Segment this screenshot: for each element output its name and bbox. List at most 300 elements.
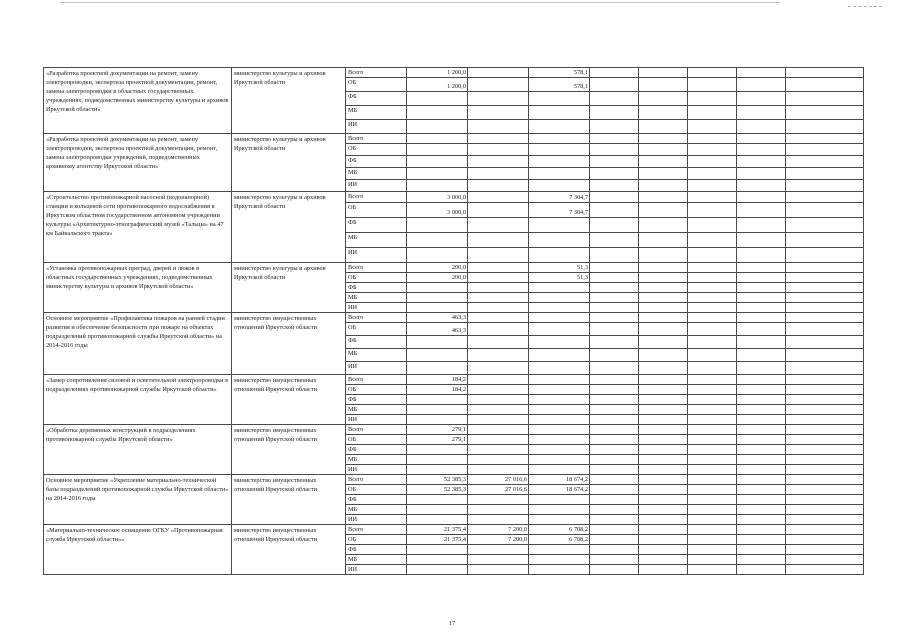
empty-cell (786, 455, 864, 465)
empty-cell (590, 313, 639, 323)
empty-cell (786, 203, 864, 218)
empty-cell (688, 106, 737, 120)
funding-amount-cell (407, 134, 468, 144)
table-row (44, 475, 864, 485)
funding-amount-cell (407, 156, 468, 168)
empty-cell (639, 203, 688, 218)
empty-cell (737, 283, 786, 293)
funding-source-cell: Всего (346, 68, 407, 78)
empty-cell (590, 293, 639, 303)
empty-cell (688, 349, 737, 362)
funding-amount-cell (407, 349, 468, 362)
funding-amount-cell (529, 425, 590, 435)
table-row (44, 68, 864, 78)
empty-cell (737, 192, 786, 203)
funding-source-cell: ИИ (346, 415, 407, 425)
funding-source-cell: ФБ (346, 545, 407, 555)
empty-cell (737, 362, 786, 375)
funding-amount-cell (468, 395, 529, 405)
funding-amount-cell (529, 233, 590, 248)
empty-cell (590, 535, 639, 545)
empty-cell (786, 395, 864, 405)
empty-cell (688, 445, 737, 455)
funding-amount-cell (529, 168, 590, 180)
empty-cell (786, 323, 864, 336)
page-number: 17 (448, 620, 456, 627)
empty-cell (786, 535, 864, 545)
activity-name-cell: «Разработка проектной документации на ремонт, замену электропроводки, экспертиза проектной документации, ремонт, замена электропроводки учреждений, подведомственных архивному агентству Иркутской области» (44, 134, 232, 192)
funding-amount-cell (407, 336, 468, 349)
empty-cell (737, 92, 786, 106)
empty-cell (737, 144, 786, 156)
funding-source-cell: Всего (346, 313, 407, 323)
empty-cell (786, 505, 864, 515)
funding-amount-cell (529, 395, 590, 405)
empty-cell (737, 303, 786, 313)
funding-source-cell: Всего (346, 525, 407, 535)
funding-amount-cell (468, 134, 529, 144)
activity-name-cell: «Установка противопожарных преград, дверей и люков в областных государственных учреждениях, подведомственных министерству культуры и архивов Иркутской области» (44, 263, 232, 313)
funding-source-cell: Всего (346, 425, 407, 435)
empty-cell (590, 349, 639, 362)
funding-amount-cell: 51,3 (529, 273, 590, 283)
funding-source-cell: ОБ (346, 323, 407, 336)
empty-cell (688, 415, 737, 425)
empty-cell (639, 405, 688, 415)
funding-amount-cell (529, 405, 590, 415)
executor-cell: министерство культуры и архивов Иркутской области (232, 68, 346, 134)
empty-cell (688, 263, 737, 273)
scan-edge-line (60, 2, 780, 3)
executor-cell: министерство культуры и архивов Иркутской области (232, 192, 346, 263)
funding-amount-cell (529, 156, 590, 168)
funding-amount-cell (407, 362, 468, 375)
empty-cell (590, 68, 639, 78)
funding-amount-cell (468, 349, 529, 362)
funding-amount-cell: 52 385,3 (407, 485, 468, 495)
funding-source-cell: ИИ (346, 180, 407, 192)
funding-source-cell: ОБ (346, 385, 407, 395)
funding-source-cell: Всего (346, 263, 407, 273)
empty-cell (737, 203, 786, 218)
funding-amount-cell (529, 375, 590, 385)
empty-cell (639, 395, 688, 405)
empty-cell (786, 78, 864, 92)
empty-cell (688, 303, 737, 313)
empty-cell (590, 78, 639, 92)
empty-cell (590, 445, 639, 455)
funding-amount-cell: 52 385,3 (407, 475, 468, 485)
funding-source-cell: МБ (346, 293, 407, 303)
executor-cell: министерство культуры и архивов Иркутской области (232, 134, 346, 192)
empty-cell (639, 156, 688, 168)
empty-cell (737, 156, 786, 168)
funding-source-cell: Всего (346, 475, 407, 485)
empty-cell (590, 336, 639, 349)
empty-cell (590, 92, 639, 106)
empty-cell (737, 565, 786, 575)
funding-amount-cell: 463,3 (407, 323, 468, 336)
empty-cell (786, 555, 864, 565)
empty-cell (639, 349, 688, 362)
empty-cell (639, 565, 688, 575)
empty-cell (786, 106, 864, 120)
empty-cell (786, 120, 864, 134)
empty-cell (688, 535, 737, 545)
executor-cell: министерство имущественных отношений Иркутской области (232, 375, 346, 425)
funding-amount-cell (468, 415, 529, 425)
funding-amount-cell: 200,0 (407, 273, 468, 283)
empty-cell (688, 68, 737, 78)
empty-cell (688, 273, 737, 283)
funding-amount-cell: 27 016,6 (468, 485, 529, 495)
funding-source-cell: ФБ (346, 283, 407, 293)
empty-cell (590, 485, 639, 495)
empty-cell (688, 180, 737, 192)
empty-cell (590, 283, 639, 293)
empty-cell (688, 120, 737, 134)
empty-cell (786, 233, 864, 248)
empty-cell (590, 565, 639, 575)
empty-cell (639, 303, 688, 313)
funding-source-cell: ИИ (346, 303, 407, 313)
empty-cell (737, 515, 786, 525)
empty-cell (737, 545, 786, 555)
empty-cell (688, 78, 737, 92)
empty-cell (688, 525, 737, 535)
funding-amount-cell (468, 156, 529, 168)
funding-amount-cell: 1 200,0 (407, 78, 468, 92)
funding-source-cell: МБ (346, 505, 407, 515)
funding-amount-cell (407, 120, 468, 134)
empty-cell (688, 144, 737, 156)
empty-cell (737, 455, 786, 465)
funding-amount-cell (468, 180, 529, 192)
empty-cell (590, 120, 639, 134)
funding-amount-cell (468, 515, 529, 525)
empty-cell (590, 203, 639, 218)
funding-amount-cell: 463,3 (407, 313, 468, 323)
funding-source-cell: МБ (346, 455, 407, 465)
empty-cell (786, 168, 864, 180)
empty-cell (737, 495, 786, 505)
empty-cell (737, 323, 786, 336)
funding-amount-cell: 578,1 (529, 78, 590, 92)
funding-source-cell: ФБ (346, 445, 407, 455)
funding-amount-cell: 184,2 (407, 375, 468, 385)
funding-amount-cell (407, 144, 468, 156)
empty-cell (737, 263, 786, 273)
empty-cell (737, 395, 786, 405)
empty-cell (786, 273, 864, 283)
funding-source-cell: МБ (346, 349, 407, 362)
funding-source-cell: ИИ (346, 120, 407, 134)
empty-cell (688, 168, 737, 180)
funding-amount-cell (529, 385, 590, 395)
funding-amount-cell (529, 283, 590, 293)
funding-source-cell: МБ (346, 168, 407, 180)
funding-amount-cell (407, 168, 468, 180)
empty-cell (737, 273, 786, 283)
empty-cell (639, 106, 688, 120)
empty-cell (737, 293, 786, 303)
empty-cell (688, 92, 737, 106)
empty-cell (639, 273, 688, 283)
funding-amount-cell (468, 435, 529, 445)
empty-cell (786, 465, 864, 475)
empty-cell (688, 505, 737, 515)
empty-cell (737, 68, 786, 78)
empty-cell (590, 505, 639, 515)
funding-amount-cell (468, 248, 529, 263)
empty-cell (639, 362, 688, 375)
empty-cell (786, 156, 864, 168)
funding-source-cell: ФБ (346, 495, 407, 505)
empty-cell (590, 515, 639, 525)
empty-cell (639, 465, 688, 475)
empty-cell (737, 465, 786, 475)
empty-cell (737, 78, 786, 92)
funding-amount-cell (468, 465, 529, 475)
table-row (44, 263, 864, 273)
executor-cell: министерство имущественных отношений Иркутской области (232, 475, 346, 525)
funding-amount-cell (529, 545, 590, 555)
funding-amount-cell (529, 465, 590, 475)
funding-amount-cell (407, 515, 468, 525)
funding-amount-cell (529, 180, 590, 192)
empty-cell (786, 336, 864, 349)
funding-amount-cell (468, 385, 529, 395)
funding-amount-cell (468, 336, 529, 349)
empty-cell (688, 375, 737, 385)
funding-amount-cell (529, 415, 590, 425)
empty-cell (688, 555, 737, 565)
empty-cell (786, 92, 864, 106)
funding-source-cell: Всего (346, 375, 407, 385)
empty-cell (688, 405, 737, 415)
funding-amount-cell (529, 435, 590, 445)
empty-cell (786, 515, 864, 525)
empty-cell (590, 233, 639, 248)
empty-cell (737, 485, 786, 495)
funding-amount-cell (407, 233, 468, 248)
empty-cell (688, 425, 737, 435)
funding-source-cell: ФБ (346, 336, 407, 349)
funding-amount-cell (407, 545, 468, 555)
empty-cell (590, 156, 639, 168)
empty-cell (786, 180, 864, 192)
funding-source-cell: ОБ (346, 435, 407, 445)
funding-amount-cell (529, 495, 590, 505)
empty-cell (786, 415, 864, 425)
funding-amount-cell (468, 303, 529, 313)
funding-amount-cell (468, 362, 529, 375)
funding-amount-cell (468, 192, 529, 203)
funding-amount-cell (529, 455, 590, 465)
funding-amount-cell (407, 92, 468, 106)
empty-cell (737, 349, 786, 362)
funding-amount-cell: 1 200,0 (407, 68, 468, 78)
empty-cell (737, 106, 786, 120)
funding-amount-cell: 7 200,0 (468, 525, 529, 535)
executor-cell: министерство имущественных отношений Иркутской области (232, 313, 346, 375)
funding-source-cell: МБ (346, 405, 407, 415)
funding-source-cell: ОБ (346, 535, 407, 545)
funding-amount-cell (468, 375, 529, 385)
funding-amount-cell (468, 425, 529, 435)
empty-cell (639, 485, 688, 495)
funding-source-cell: ОБ (346, 273, 407, 283)
empty-cell (786, 445, 864, 455)
empty-cell (639, 313, 688, 323)
funding-amount-cell (407, 395, 468, 405)
funding-amount-cell (468, 263, 529, 273)
funding-amount-cell (407, 495, 468, 505)
funding-amount-cell (468, 168, 529, 180)
funding-amount-cell (468, 445, 529, 455)
empty-cell (639, 323, 688, 336)
funding-amount-cell: 21 375,4 (407, 535, 468, 545)
funding-source-cell: ФБ (346, 218, 407, 233)
funding-amount-cell (529, 106, 590, 120)
funding-source-cell: ОБ (346, 485, 407, 495)
funding-amount-cell (468, 120, 529, 134)
empty-cell (639, 293, 688, 303)
funding-amount-cell (407, 565, 468, 575)
funding-amount-cell (407, 106, 468, 120)
empty-cell (688, 385, 737, 395)
funding-amount-cell (407, 303, 468, 313)
empty-cell (590, 323, 639, 336)
funding-source-cell: ИИ (346, 515, 407, 525)
activity-name-cell: «Материально-техническое оснащение ОГКУ «Противопожарная служба Иркутской области»» (44, 525, 232, 575)
executor-cell: министерство имущественных отношений Иркутской области (232, 425, 346, 475)
funding-amount-cell (529, 565, 590, 575)
empty-cell (639, 92, 688, 106)
funding-source-cell: ИИ (346, 362, 407, 375)
empty-cell (639, 535, 688, 545)
empty-cell (737, 134, 786, 144)
empty-cell (590, 273, 639, 283)
funding-amount-cell (407, 555, 468, 565)
funding-amount-cell (407, 283, 468, 293)
empty-cell (590, 362, 639, 375)
empty-cell (688, 313, 737, 323)
funding-source-cell: МБ (346, 555, 407, 565)
funding-amount-cell (529, 515, 590, 525)
empty-cell (590, 495, 639, 505)
funding-amount-cell (529, 336, 590, 349)
empty-cell (786, 435, 864, 445)
empty-cell (639, 78, 688, 92)
funding-amount-cell: 7 304,7 (529, 203, 590, 218)
empty-cell (786, 218, 864, 233)
empty-cell (639, 68, 688, 78)
empty-cell (786, 495, 864, 505)
funding-amount-cell (468, 555, 529, 565)
empty-cell (590, 106, 639, 120)
funding-source-cell: ОБ (346, 78, 407, 92)
empty-cell (786, 425, 864, 435)
empty-cell (639, 385, 688, 395)
funding-amount-cell (529, 218, 590, 233)
empty-cell (737, 336, 786, 349)
table-row (44, 134, 864, 144)
empty-cell (737, 168, 786, 180)
funding-amount-cell: 200,0 (407, 263, 468, 273)
empty-cell (786, 405, 864, 415)
empty-cell (737, 180, 786, 192)
funding-amount-cell (468, 203, 529, 218)
empty-cell (590, 465, 639, 475)
funding-source-cell: ИИ (346, 465, 407, 475)
empty-cell (737, 535, 786, 545)
executor-cell: министерство культуры и архивов Иркутской области (232, 263, 346, 313)
funding-amount-cell (529, 362, 590, 375)
empty-cell (688, 362, 737, 375)
funding-amount-cell (407, 465, 468, 475)
funding-amount-cell (468, 545, 529, 555)
empty-cell (786, 313, 864, 323)
empty-cell (639, 445, 688, 455)
empty-cell (737, 435, 786, 445)
empty-cell (639, 495, 688, 505)
activity-name-cell: Основное мероприятие «Профилактика пожаров на ранней стадии развития и обеспечение безопасности при пожаре на объектах подразделений противопожарной службы Иркутской области» на 2014-2016 годы (44, 313, 232, 375)
funding-amount-cell: 279,1 (407, 425, 468, 435)
funding-amount-cell (529, 120, 590, 134)
empty-cell (786, 375, 864, 385)
program-activities-table (43, 67, 864, 575)
empty-cell (590, 134, 639, 144)
empty-cell (688, 233, 737, 248)
table-row (44, 375, 864, 385)
funding-amount-cell (468, 144, 529, 156)
funding-amount-cell (407, 505, 468, 515)
funding-amount-cell: 27 016,6 (468, 475, 529, 485)
empty-cell (688, 248, 737, 263)
funding-amount-cell (529, 248, 590, 263)
empty-cell (786, 545, 864, 555)
empty-cell (590, 168, 639, 180)
funding-source-cell: ФБ (346, 92, 407, 106)
funding-amount-cell: 3 000,0 (407, 192, 468, 203)
empty-cell (688, 565, 737, 575)
empty-cell (786, 485, 864, 495)
empty-cell (639, 525, 688, 535)
funding-amount-cell (468, 68, 529, 78)
empty-cell (639, 120, 688, 134)
funding-source-cell: Всего (346, 134, 407, 144)
empty-cell (639, 283, 688, 293)
funding-amount-cell (529, 293, 590, 303)
empty-cell (786, 283, 864, 293)
funding-amount-cell: 21 375,4 (407, 525, 468, 535)
empty-cell (688, 455, 737, 465)
funding-amount-cell (407, 405, 468, 415)
funding-source-cell: МБ (346, 233, 407, 248)
funding-source-cell: ОБ (346, 144, 407, 156)
funding-amount-cell (529, 144, 590, 156)
empty-cell (639, 425, 688, 435)
funding-amount-cell (529, 349, 590, 362)
empty-cell (639, 192, 688, 203)
funding-amount-cell (468, 565, 529, 575)
empty-cell (786, 349, 864, 362)
empty-cell (639, 455, 688, 465)
executor-cell: министерство имущественных отношений Иркутской области (232, 525, 346, 575)
empty-cell (688, 218, 737, 233)
empty-cell (688, 192, 737, 203)
